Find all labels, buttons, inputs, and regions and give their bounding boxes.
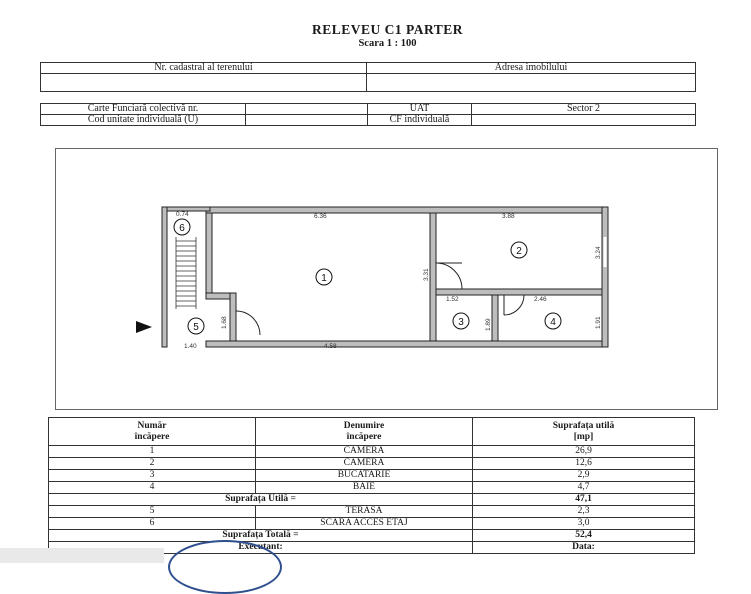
total-area-value: 52,4 xyxy=(473,530,695,542)
room-num-cell: 1 xyxy=(49,446,256,458)
table-row xyxy=(49,458,695,470)
date-label: Data: xyxy=(473,542,695,554)
useful-area-label: Suprafața Utilă = xyxy=(49,494,473,506)
col-header-area xyxy=(473,418,695,446)
cf-label: CF individuală xyxy=(368,115,472,126)
blurred-overlay xyxy=(0,548,164,563)
room-name-cell: BUCATARIE xyxy=(256,470,473,482)
document-title: RELEVEU C1 PARTER xyxy=(311,22,464,37)
room-area-cell: 12,6 xyxy=(473,458,695,470)
room-num-cell: 3 xyxy=(49,470,256,482)
dim-label: 3.88 xyxy=(502,213,515,220)
dim-label: 6.36 xyxy=(314,213,327,220)
scale-label: Scara 1 : 100 xyxy=(358,38,417,49)
room-area-cell: 4,7 xyxy=(473,482,695,494)
cadastral-table xyxy=(40,62,696,92)
door-bath xyxy=(504,295,524,315)
room-number: 3 xyxy=(458,317,464,328)
room-num-cell: 6 xyxy=(49,518,256,530)
entrance-arrow-icon xyxy=(136,321,152,333)
room-area-cell: 3,0 xyxy=(473,518,695,530)
header-line: [mp] xyxy=(573,431,594,442)
dim-label: 4.58 xyxy=(324,343,337,350)
wall-bottom xyxy=(206,341,608,347)
room-num-cell: 4 xyxy=(49,482,256,494)
wall-room3-room4 xyxy=(492,295,498,341)
dim-label: 1.91 xyxy=(595,316,602,329)
header-line: Denumire xyxy=(343,420,385,431)
carte-label: Carte Funciară colectivă nr. xyxy=(41,104,246,115)
total-area-row xyxy=(49,530,695,542)
cf-value-cell xyxy=(472,115,696,126)
cadastral-value-cell xyxy=(41,74,367,92)
seal-stamp xyxy=(168,540,282,594)
dim-label: 3.24 xyxy=(595,246,602,259)
carte-value-cell xyxy=(246,104,368,115)
wall-room1-room2 xyxy=(430,213,436,341)
room-number: 2 xyxy=(516,246,522,257)
useful-area-value: 47,1 xyxy=(473,494,695,506)
col-header-name xyxy=(256,418,473,446)
executant-label: Executant: xyxy=(49,542,473,554)
table-row xyxy=(49,518,695,530)
room-area-cell: 2,3 xyxy=(473,506,695,518)
room-name-cell: BAIE xyxy=(256,482,473,494)
wall-left xyxy=(162,207,167,347)
total-area-label: Suprafața Totală = xyxy=(49,530,473,542)
room-name-cell: CAMERA xyxy=(256,446,473,458)
room-area-cell: 26,9 xyxy=(473,446,695,458)
room-num-cell: 2 xyxy=(49,458,256,470)
floor-plan-frame xyxy=(55,148,718,410)
cod-unitate-label: Cod unitate individuală (U) xyxy=(41,115,246,126)
table-row xyxy=(49,446,695,458)
col-header-number xyxy=(49,418,256,446)
room-number: 5 xyxy=(193,322,199,333)
room-name-cell: CAMERA xyxy=(256,458,473,470)
dim-label: 1.89 xyxy=(485,318,492,331)
table-row xyxy=(49,482,695,494)
header-line: Număr xyxy=(137,420,167,431)
table-row xyxy=(49,506,695,518)
uat-label: UAT xyxy=(368,104,472,115)
wall-stair-room1 xyxy=(206,213,212,293)
header-line: încăpere xyxy=(346,431,382,442)
door-room1-room2 xyxy=(436,263,462,289)
sector-value: Sector 2 xyxy=(472,104,696,115)
header-line: încăpere xyxy=(134,431,170,442)
wall-room2-bottom xyxy=(436,289,602,295)
table-row xyxy=(49,470,695,482)
carte-funciara-table xyxy=(40,103,696,126)
room-number: 6 xyxy=(179,223,185,234)
wall-right xyxy=(602,207,608,347)
wall-terrace-right xyxy=(230,293,236,341)
dim-label: 2.46 xyxy=(534,296,547,303)
door-terrace xyxy=(236,311,260,335)
useful-area-row xyxy=(49,494,695,506)
floor-plan xyxy=(56,149,717,409)
dim-label: 1.68 xyxy=(221,316,228,329)
room-name-cell: TERASA xyxy=(256,506,473,518)
cod-unitate-value-cell xyxy=(246,115,368,126)
dim-label: 3.31 xyxy=(423,268,430,281)
wall-top xyxy=(206,207,608,213)
cadastral-label: Nr. cadastral al terenului xyxy=(41,63,367,74)
room-number: 4 xyxy=(550,317,556,328)
room-area-cell: 2,9 xyxy=(473,470,695,482)
room-num-cell: 5 xyxy=(49,506,256,518)
dim-label: 1.52 xyxy=(446,296,459,303)
dim-label: 0.74 xyxy=(176,211,189,218)
staircase xyxy=(176,237,196,309)
address-label: Adresa imobilului xyxy=(367,63,696,74)
address-value-cell xyxy=(367,74,696,92)
room-name-cell: SCARA ACCES ETAJ xyxy=(256,518,473,530)
header-line: Suprafața utilă xyxy=(552,420,615,431)
room-number: 1 xyxy=(321,273,327,284)
dim-label: 1.40 xyxy=(184,343,197,350)
rooms-table xyxy=(48,417,695,554)
